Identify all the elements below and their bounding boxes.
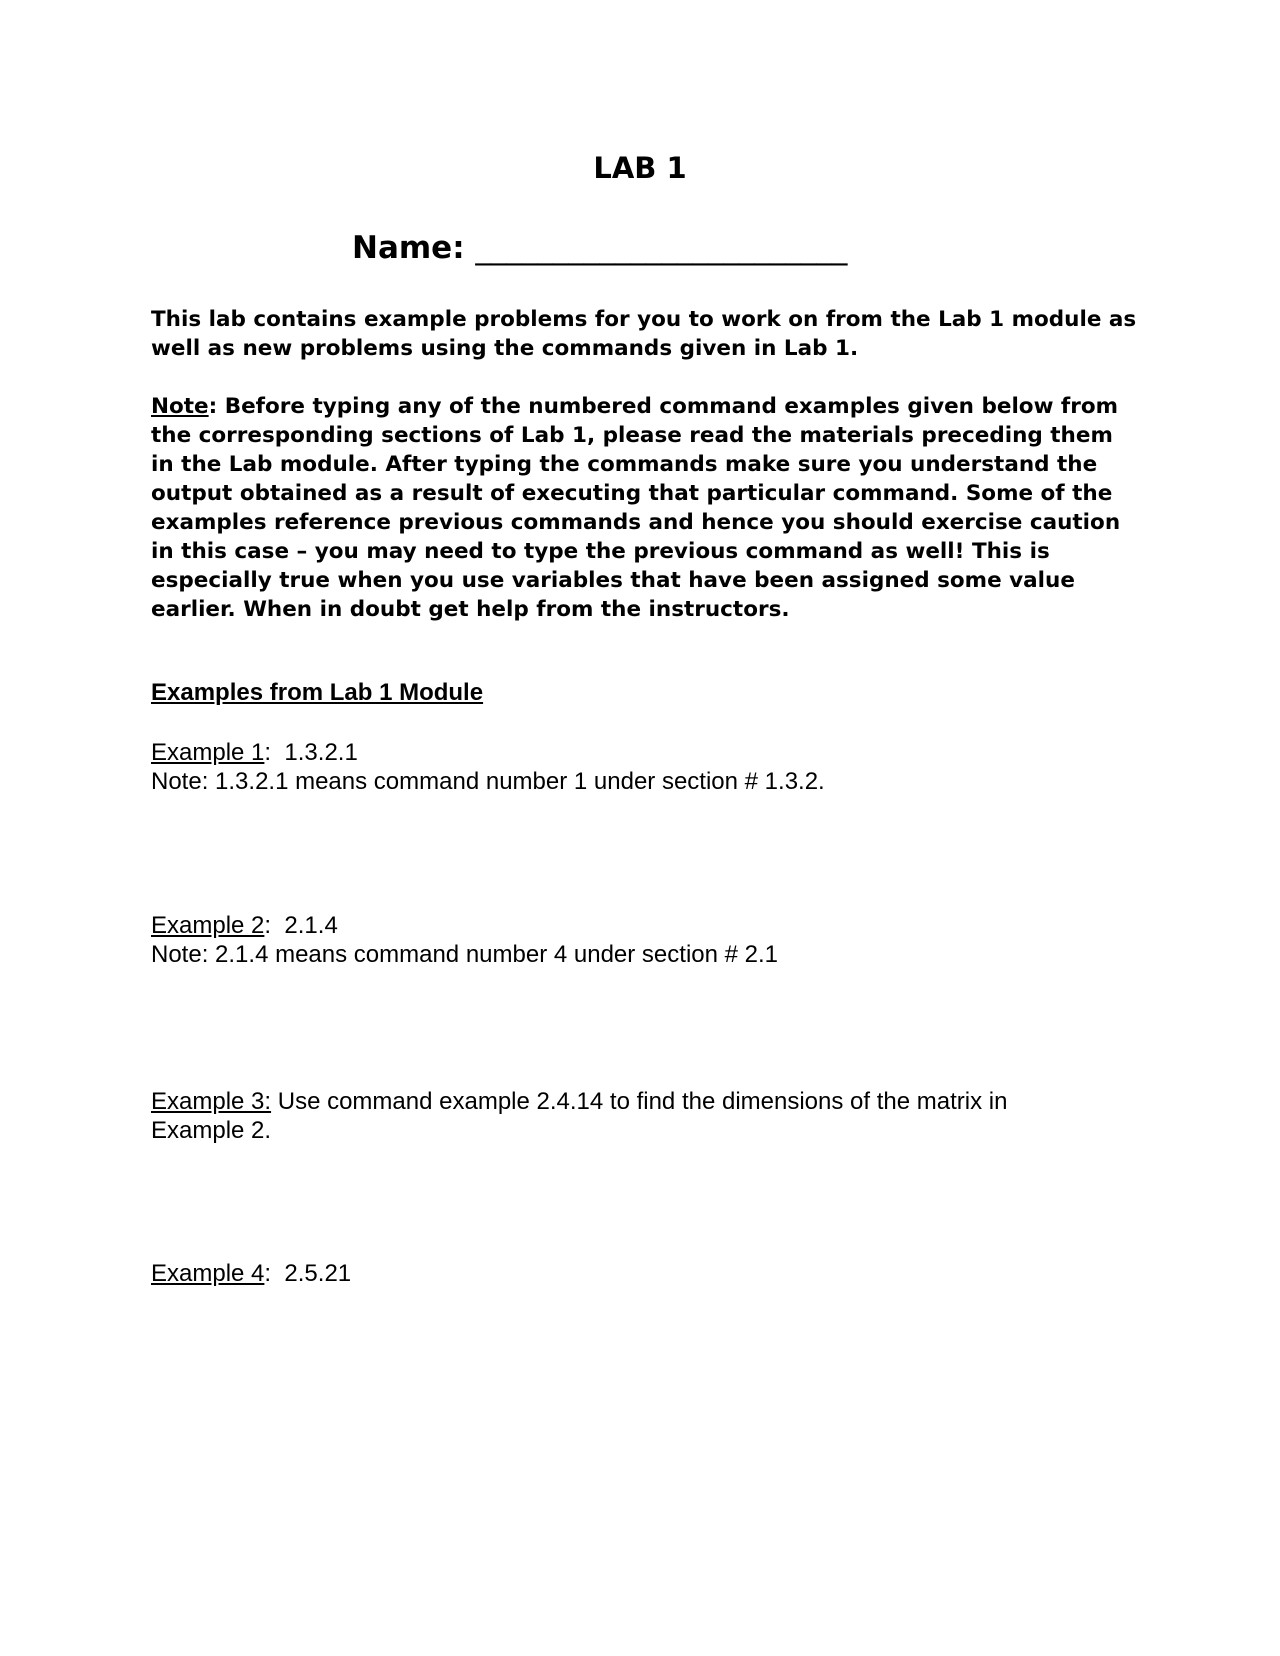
example-2-note: Note: 2.1.4 means command number 4 under section # 2.1	[151, 941, 779, 968]
example-1-value: 1.3.2.1	[284, 739, 358, 766]
page-title: LAB 1	[593, 151, 687, 185]
note-body: : Before typing any of the numbered command examples given below from the corresponding sections of Lab 1, please read the materials preceding them in the Lab module. After typing the commands make sure you understand the output obtained as a result of executing that particular command. Some of the examples reference previous commands and hence you should exercise caution in this case – you may need to type the previous command as well! This is especially true when you use variables that have been assigned some value earlier. When in doubt get help from the instructors.	[151, 394, 1121, 622]
example-2	[151, 911, 1141, 969]
name-field	[352, 228, 952, 268]
note-paragraph	[151, 392, 1141, 624]
note-label: Note	[151, 394, 209, 419]
intro-paragraph: This lab contains example problems for you to work on from the Lab 1 module as well as new problems using the commands given in Lab 1.	[151, 307, 1137, 361]
example-3-value: Use command example 2.4.14 to find the dimensions of the matrix in Example 2.	[151, 1088, 1008, 1144]
example-3-separator	[271, 1088, 278, 1115]
name-label: Name:	[352, 230, 465, 266]
example-4	[151, 1259, 1141, 1288]
example-4-separator: :	[264, 1260, 285, 1287]
example-2-label: Example 2	[151, 912, 265, 939]
example-3	[151, 1087, 1051, 1145]
example-1	[151, 738, 1141, 796]
example-2-separator: :	[264, 912, 285, 939]
example-1-separator: :	[264, 739, 285, 766]
example-1-label: Example 1	[151, 739, 265, 766]
section-heading: Examples from Lab 1 Module	[151, 679, 484, 706]
example-4-label: Example 4	[151, 1260, 265, 1287]
example-2-value: 2.1.4	[284, 912, 338, 939]
example-3-label: Example 3:	[151, 1088, 272, 1115]
example-1-note: Note: 1.3.2.1 means command number 1 under section # 1.3.2.	[151, 768, 825, 795]
name-blank-line: ________________________	[475, 230, 848, 266]
example-4-value: 2.5.21	[284, 1260, 352, 1287]
